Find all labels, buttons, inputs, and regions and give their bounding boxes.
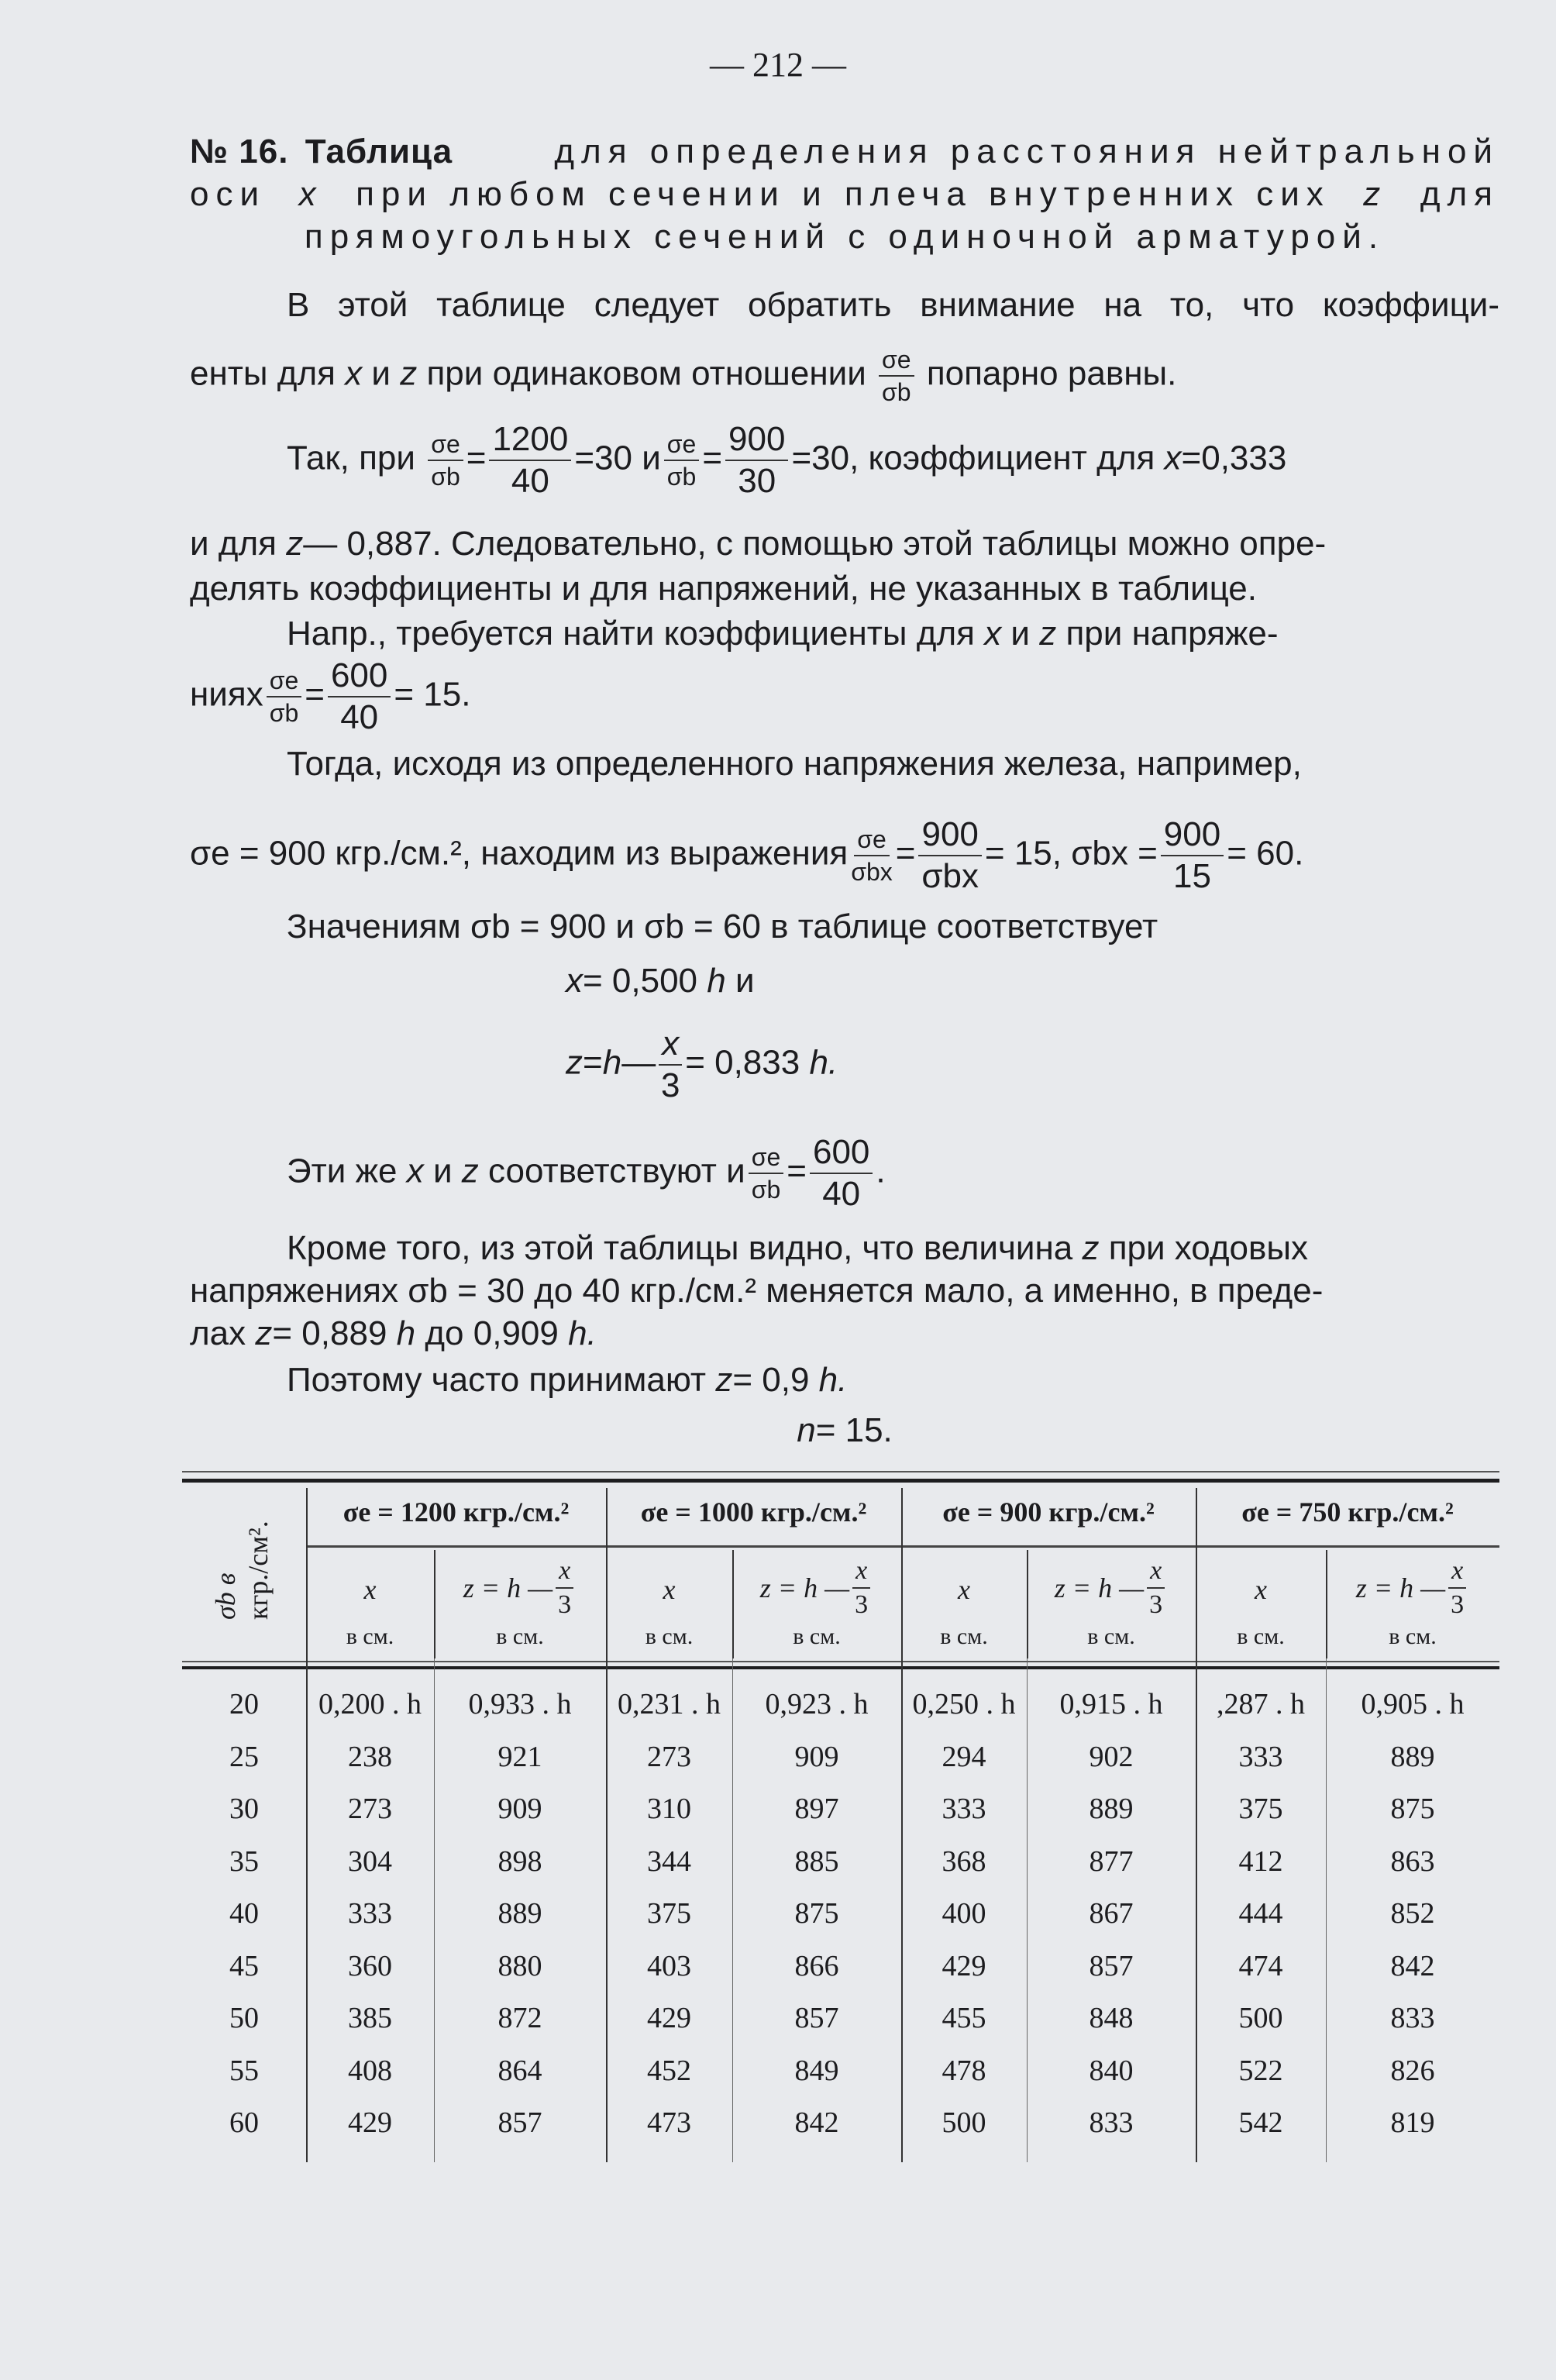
t: Так, при xyxy=(287,439,415,477)
row-label: 35 xyxy=(229,1844,259,1878)
t: 900 xyxy=(918,818,981,856)
table-cell: 864 xyxy=(497,2054,542,2087)
t: σe xyxy=(664,432,700,461)
table-number: № 16. xyxy=(190,133,289,170)
t: 3 xyxy=(1149,1590,1163,1619)
t: ниях xyxy=(190,675,263,714)
t: = 0,889 xyxy=(272,1314,387,1352)
table-cell: 333 xyxy=(348,1897,392,1930)
title-line-3: прямоугольных сечений с одиночной арматурой. xyxy=(304,218,1386,256)
paragraph-4b xyxy=(190,656,1499,736)
formula-z xyxy=(190,1027,1556,1103)
t: x xyxy=(1147,1558,1165,1589)
row-label: 50 xyxy=(229,2002,259,2034)
table-cell: 880 xyxy=(497,1949,542,1982)
fraction xyxy=(328,656,391,736)
t: и для xyxy=(190,525,277,563)
t: кгр./см². xyxy=(243,1521,274,1620)
fraction xyxy=(725,422,788,498)
t: 40 xyxy=(340,698,379,736)
formula-x xyxy=(190,961,1556,1001)
table-rule xyxy=(182,1479,1499,1483)
title-line-1 xyxy=(190,132,1499,172)
unit-label: в см. xyxy=(793,1624,841,1649)
t: z xyxy=(461,1152,479,1190)
fraction xyxy=(918,815,981,895)
t: h. xyxy=(809,1043,838,1082)
paragraph-9 xyxy=(190,1360,1556,1400)
t: σe xyxy=(879,347,914,377)
table-cell: 0,231 . h xyxy=(618,1688,721,1720)
t: x xyxy=(566,962,583,1000)
table-cell: 849 xyxy=(794,2054,839,2087)
t: и xyxy=(735,962,755,1000)
fraction xyxy=(1448,1558,1466,1618)
t: z xyxy=(715,1361,733,1399)
t: 3 xyxy=(558,1590,572,1619)
t: = 0,9 xyxy=(732,1361,810,1399)
paragraph-4a xyxy=(190,614,1556,654)
table-cell: 898 xyxy=(497,1844,542,1878)
t: 15 xyxy=(1173,857,1211,895)
table-cell: 889 xyxy=(497,1897,542,1930)
t: z xyxy=(286,525,304,563)
table-cell: 0,250 . h xyxy=(912,1688,1016,1720)
t: = xyxy=(305,675,325,714)
table-cell: 344 xyxy=(647,1844,691,1878)
table-cell: 500 xyxy=(942,2106,986,2139)
table-cell: 867 xyxy=(1089,1897,1134,1930)
t: σe = 900 кгр./см.², находим из выражения xyxy=(190,834,849,873)
table-cell: 848 xyxy=(1089,2002,1134,2034)
t: σb в xyxy=(210,1572,241,1620)
t: 3 xyxy=(1451,1590,1465,1619)
t: для xyxy=(1420,175,1499,213)
paragraph-3a xyxy=(190,524,1499,564)
sub-header-z xyxy=(1326,1558,1499,1618)
t: h. xyxy=(568,1314,597,1352)
t: x xyxy=(298,175,323,213)
table-cell: 500 xyxy=(1238,2002,1283,2034)
table-cell: 368 xyxy=(942,1844,986,1878)
table-cell: 310 xyxy=(647,1793,691,1825)
t: x xyxy=(406,1152,424,1190)
unit-label: в см. xyxy=(346,1624,394,1649)
sub-header-x: x xyxy=(958,1574,970,1605)
table-rule xyxy=(182,1661,1499,1662)
table-cell: 0,905 . h xyxy=(1361,1688,1465,1720)
t: x xyxy=(852,1558,870,1589)
row-label: 25 xyxy=(229,1740,259,1773)
title-line-2 xyxy=(190,174,1499,215)
t: h xyxy=(602,1043,622,1082)
fraction xyxy=(749,1145,784,1202)
table-cell: 542 xyxy=(1238,2106,1283,2139)
table-cell: 0,915 . h xyxy=(1059,1688,1163,1720)
t: σe xyxy=(854,827,890,856)
table-cell: 909 xyxy=(497,1793,542,1825)
t: = xyxy=(466,439,487,477)
t: σe xyxy=(267,668,302,697)
paragraph-5a: Тогда, исходя из определенного напряжения железа, например, xyxy=(287,745,1302,783)
fraction xyxy=(879,347,914,405)
t: x xyxy=(1164,439,1182,477)
table-cell: 273 xyxy=(348,1793,392,1825)
t: при одинаковом отношении xyxy=(426,354,866,393)
fraction xyxy=(1147,1558,1165,1618)
paragraph-5b xyxy=(190,815,1499,895)
table-cell: 273 xyxy=(647,1740,691,1773)
t: = 15. xyxy=(394,675,471,714)
table-cell: 863 xyxy=(1390,1844,1435,1878)
t: σbx = xyxy=(1071,834,1158,873)
table-cell: 452 xyxy=(647,2054,691,2087)
table-cell: 444 xyxy=(1238,1897,1283,1930)
t: = xyxy=(787,1152,807,1190)
fraction xyxy=(489,422,571,498)
table-cell: 857 xyxy=(1089,1949,1134,1982)
t: h. xyxy=(818,1361,848,1399)
t: =30, коэффициент для xyxy=(791,439,1155,477)
t: h xyxy=(396,1314,416,1352)
t: 600 xyxy=(810,1135,873,1174)
group-header: σe = 900 кгр./см.² xyxy=(942,1497,1155,1528)
t: енты для xyxy=(190,354,336,393)
table-cell: 0,200 . h xyxy=(318,1688,422,1720)
t: Кроме того, из этой таблицы видно, что величина xyxy=(287,1229,1073,1267)
t: 40 xyxy=(822,1175,861,1213)
t: = xyxy=(895,834,916,873)
table-cell: 403 xyxy=(647,1949,691,1982)
t: x xyxy=(659,1027,682,1066)
n-value xyxy=(190,1410,1499,1451)
t: и xyxy=(432,1152,453,1190)
table-cell: 304 xyxy=(348,1844,392,1878)
paragraph-8a xyxy=(190,1228,1556,1269)
t: σbx xyxy=(921,857,979,895)
row-label: 60 xyxy=(229,2106,259,2139)
t: z xyxy=(566,1043,583,1082)
t: 900 xyxy=(1161,818,1224,856)
table-cell: 875 xyxy=(1390,1793,1435,1825)
sub-header-x: x xyxy=(363,1574,377,1605)
t: = 60. xyxy=(1227,834,1304,873)
table-cell: 875 xyxy=(794,1897,839,1930)
table-cell: 238 xyxy=(348,1740,392,1773)
t: 600 xyxy=(328,659,391,697)
unit-label: в см. xyxy=(1389,1624,1437,1649)
table-cell: 473 xyxy=(647,2106,691,2139)
t: x xyxy=(984,615,1002,653)
t: = 0,833 xyxy=(685,1043,800,1082)
table-cell: 889 xyxy=(1390,1740,1435,1773)
t: z = h — xyxy=(463,1572,553,1603)
fraction xyxy=(556,1558,573,1618)
paragraph-8b: напряжениях σb = 30 до 40 кгр./см.² меняется мало, а именно, в преде- xyxy=(190,1272,1324,1310)
t: σe xyxy=(749,1145,784,1174)
t: попарно равны. xyxy=(926,354,1177,393)
table-cell: 294 xyxy=(942,1740,986,1773)
row-label: 30 xyxy=(229,1793,259,1825)
t: z = h — xyxy=(1355,1572,1446,1603)
table-cell: 400 xyxy=(942,1897,986,1930)
table-cell: 921 xyxy=(497,1740,542,1773)
t: Поэтому часто принимают xyxy=(287,1361,707,1399)
sub-header-z xyxy=(1027,1558,1196,1618)
table-cell: 819 xyxy=(1390,2106,1435,2139)
fraction xyxy=(1161,815,1224,895)
t: при ходовых xyxy=(1108,1229,1308,1267)
table-cell: 429 xyxy=(647,2002,691,2034)
t: =30 и xyxy=(574,439,661,477)
t: z = h — xyxy=(759,1572,850,1603)
table-cell: 385 xyxy=(348,2002,392,2034)
t: h xyxy=(707,962,726,1000)
group-header: σe = 750 кгр./см.² xyxy=(1241,1497,1454,1528)
fraction xyxy=(428,432,463,489)
table-cell: 833 xyxy=(1089,2106,1134,2139)
sub-header-x: x xyxy=(663,1574,676,1605)
table-cell: 429 xyxy=(942,1949,986,1982)
table-cell: 902 xyxy=(1089,1740,1134,1773)
t: z xyxy=(1082,1229,1100,1267)
t: соответствуют и xyxy=(488,1152,745,1190)
t: z xyxy=(400,354,418,393)
table-cell: 877 xyxy=(1089,1844,1134,1878)
t: = xyxy=(583,1043,603,1082)
table-cell: 872 xyxy=(497,2002,542,2034)
t: =0,333 xyxy=(1181,439,1287,477)
table-rule xyxy=(306,1545,1499,1548)
t: оси xyxy=(190,175,267,213)
t: 30 xyxy=(738,462,776,500)
table-cell: 478 xyxy=(942,2054,986,2087)
table-cell: 833 xyxy=(1390,2002,1435,2034)
paragraph-1a: В этой таблице следует обратить внимание на то, что коэффици- xyxy=(287,286,1499,324)
t: z xyxy=(1363,175,1388,213)
table-cell: 0,933 . h xyxy=(468,1688,572,1720)
t: σbx xyxy=(851,858,893,886)
unit-label: в см. xyxy=(940,1624,988,1649)
t: n xyxy=(797,1411,816,1449)
table-cell: 826 xyxy=(1390,2054,1435,2087)
unit-label: в см. xyxy=(645,1624,694,1649)
row-header xyxy=(209,1521,274,1620)
row-label: 55 xyxy=(229,2054,259,2087)
t: 40 xyxy=(511,462,549,500)
sub-header-z xyxy=(434,1558,606,1618)
unit-label: в см. xyxy=(1087,1624,1135,1649)
t: при напряже- xyxy=(1065,615,1279,653)
fraction xyxy=(851,827,893,884)
paragraph-1b xyxy=(190,347,1499,405)
t: x xyxy=(345,354,363,393)
table-cell: 429 xyxy=(348,2106,392,2139)
table-cell: 333 xyxy=(942,1793,986,1825)
table-cell: 0,923 . h xyxy=(765,1688,869,1720)
table-cell: 375 xyxy=(647,1897,691,1930)
table-cell: 885 xyxy=(794,1844,839,1878)
t: z = h — xyxy=(1054,1572,1145,1603)
table-cell: 360 xyxy=(348,1949,392,1982)
table-cell: 412 xyxy=(1238,1844,1283,1878)
table-cell: 866 xyxy=(794,1949,839,1982)
t: σb xyxy=(751,1176,781,1204)
t: . xyxy=(876,1152,886,1190)
t: σe xyxy=(428,432,463,461)
table-cell: 474 xyxy=(1238,1949,1283,1982)
t: = 15. xyxy=(815,1411,893,1449)
fraction xyxy=(267,668,302,725)
t: σb xyxy=(269,699,299,727)
table-cell: ,287 . h xyxy=(1217,1688,1305,1720)
t: — xyxy=(621,1043,656,1082)
page-number: — 212 — xyxy=(710,46,846,84)
t: σb xyxy=(666,463,697,491)
title-bold: Таблица xyxy=(305,133,453,170)
t: 3 xyxy=(660,1066,680,1104)
paragraph-2 xyxy=(190,422,1556,498)
title-text: для определения расстояния нейтральной xyxy=(554,133,1499,170)
table-cell: 375 xyxy=(1238,1793,1283,1825)
t: x xyxy=(556,1558,573,1589)
table-cell: 522 xyxy=(1238,2054,1283,2087)
t: лах xyxy=(190,1314,246,1352)
row-label: 45 xyxy=(229,1949,259,1982)
paragraph-7 xyxy=(190,1135,1556,1211)
sub-header-x: x xyxy=(1255,1574,1267,1605)
table-cell: 897 xyxy=(794,1793,839,1825)
t: 3 xyxy=(855,1590,869,1619)
t: = 0,500 xyxy=(583,962,698,1000)
t: при любом сечении и плеча внутренних сих xyxy=(356,175,1331,213)
table-cell: 455 xyxy=(942,2002,986,2034)
unit-label: в см. xyxy=(496,1624,544,1649)
sub-header-z xyxy=(732,1558,901,1618)
t: σb xyxy=(882,378,911,406)
row-label: 20 xyxy=(229,1688,259,1720)
table-cell: 842 xyxy=(794,2106,839,2139)
paragraph-3b: делять коэффициенты и для напряжений, не указанных в таблице. xyxy=(190,570,1257,608)
paragraph-8c xyxy=(190,1314,1499,1354)
t: z xyxy=(255,1314,273,1352)
table-cell: 909 xyxy=(794,1740,839,1773)
paragraph-6: Значениям σb = 900 и σb = 60 в таблице соответствует xyxy=(287,908,1158,945)
fraction xyxy=(852,1558,870,1618)
unit-label: в см. xyxy=(1237,1624,1285,1649)
table-rule xyxy=(182,1471,1499,1472)
t: до 0,909 xyxy=(425,1314,559,1352)
t: Напр., требуется найти коэффициенты для xyxy=(287,615,975,653)
t: Эти же xyxy=(287,1152,398,1190)
table-cell: 333 xyxy=(1238,1740,1283,1773)
t: = 15, xyxy=(984,834,1062,873)
t: 1200 xyxy=(489,422,571,461)
table-cell: 857 xyxy=(794,2002,839,2034)
t: — 0,887. Следовательно, с помощью этой таблицы можно опре- xyxy=(303,525,1327,563)
table-cell: 840 xyxy=(1089,2054,1134,2087)
t: и xyxy=(371,354,391,393)
row-label: 40 xyxy=(229,1897,259,1930)
t: z xyxy=(1039,615,1057,653)
t: = xyxy=(702,439,723,477)
fraction xyxy=(810,1135,873,1211)
group-header: σe = 1200 кгр./см.² xyxy=(343,1497,570,1528)
fraction xyxy=(659,1027,682,1103)
table-cell: 852 xyxy=(1390,1897,1435,1930)
table-cell: 889 xyxy=(1089,1793,1134,1825)
group-header: σe = 1000 кгр./см.² xyxy=(640,1497,867,1528)
table-cell: 857 xyxy=(497,2106,542,2139)
fraction xyxy=(664,432,700,489)
t: σb xyxy=(431,463,460,491)
table-cell: 408 xyxy=(348,2054,392,2087)
t: и xyxy=(1010,615,1030,653)
t: 900 xyxy=(725,422,788,461)
t: x xyxy=(1448,1558,1466,1589)
table-rule xyxy=(182,1666,1499,1669)
table-cell: 842 xyxy=(1390,1949,1435,1982)
